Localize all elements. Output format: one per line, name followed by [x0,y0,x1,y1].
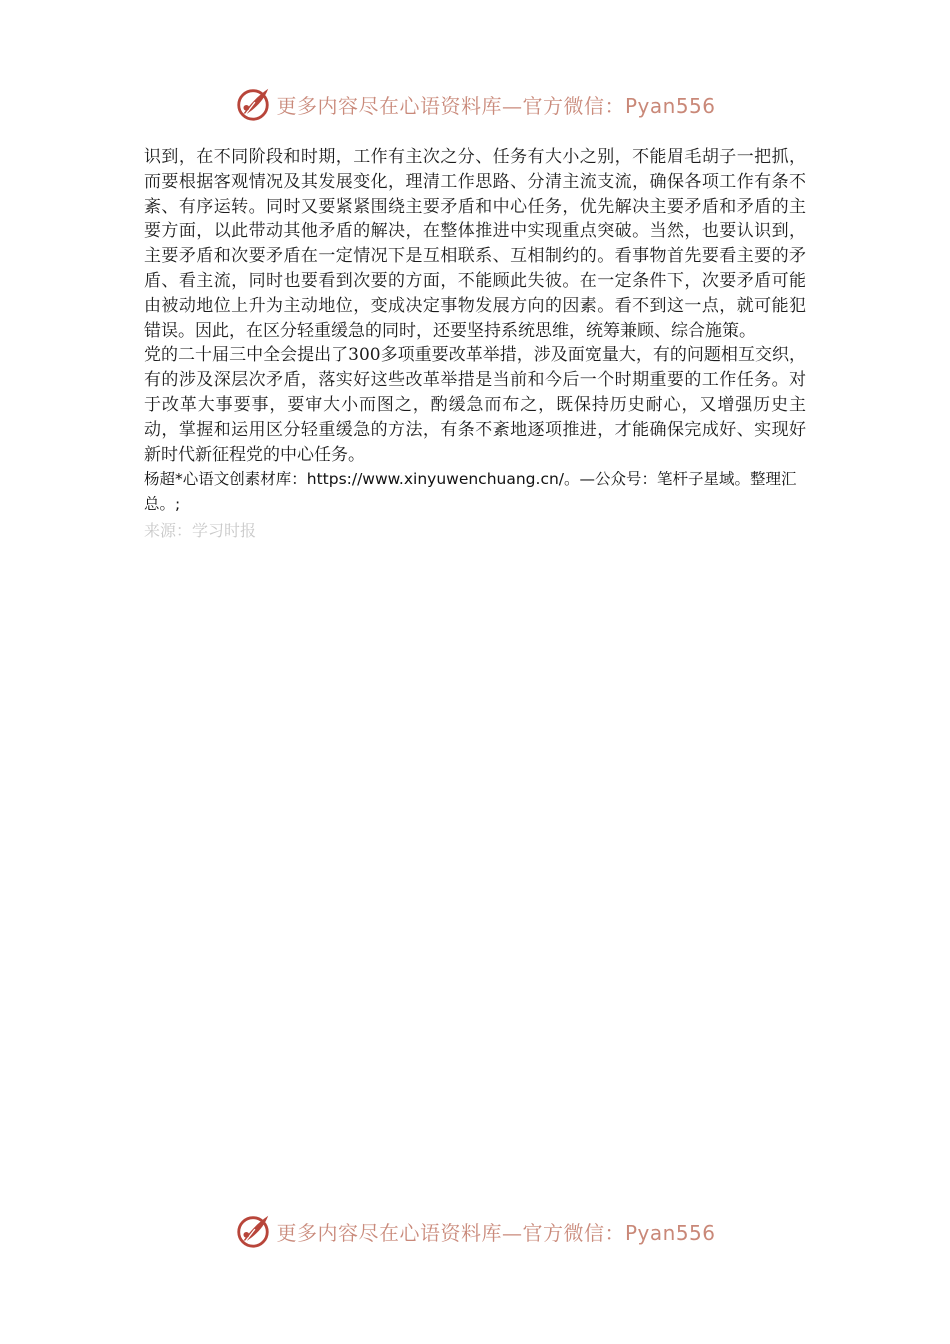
quill-pen-logo-icon [234,85,272,123]
article-paragraph: 识到，在不同阶段和时期，工作有主次之分、任务有大小之别，不能眉毛胡子一把抓，而要根据客观情况及其发展变化，理清工作思路、分清主流支流，确保各项工作有条不紊、有序运转。同时又要紧紧围绕主要矛盾和中心任务，优先解决主要矛盾和矛盾的主要方面，以此带动其他矛盾的解决，在整体推进中实现重点突破。当然，也要认识到，主要矛盾和次要矛盾在一定情况下是互相联系、互相制约的。看事物首先要看主要的矛盾、看主流，同时也要看到次要的方面，不能顾此失彼。在一定条件下，次要矛盾可能由被动地位上升为主动地位，变成决定事物发展方向的因素。看不到这一点，就可能犯错误。因此，在区分轻重缓急的同时，还要坚持系统思维，统筹兼顾、综合施策。 [144,147,806,341]
quill-pen-logo-icon [234,1212,272,1250]
article-body [144,145,806,544]
source-line: 来源：学习时报 [144,520,257,540]
footer-banner-main: 更多内容尽在心语资料库 [276,1220,502,1245]
credit-line: 杨超*心语文创素材库：https://www.xinyuwenchuang.cn/。—公众号：笔杆子星域。整理汇总。; [144,470,797,514]
footer-banner-wechat: 官方微信： [522,1220,625,1245]
header-banner-handle: Pyan556 [624,93,716,118]
header-banner-text [276,90,715,119]
footer-banner-text [276,1217,715,1246]
header-banner [0,80,950,128]
footer-banner [0,1207,950,1255]
header-banner-dash: — [501,93,523,118]
footer-banner-handle: Pyan556 [624,1220,716,1245]
article-paragraph: 党的二十届三中全会提出了300多项重要改革举措，涉及面宽量大，有的问题相互交织，有的涉及深层次矛盾，落实好这些改革举措是当前和今后一个时期重要的工作任务。对于改革大事要事，要审大小而图之，酌缓急而布之，既保持历史耐心，又增强历史主动，掌握和运用区分轻重缓急的方法，有条不紊地逐项推进，才能确保完成好、实现好新时代新征程党的中心任务。 [144,345,806,465]
footer-banner-dash: — [501,1220,523,1245]
header-banner-wechat: 官方微信： [522,93,625,118]
header-banner-main: 更多内容尽在心语资料库 [276,93,502,118]
